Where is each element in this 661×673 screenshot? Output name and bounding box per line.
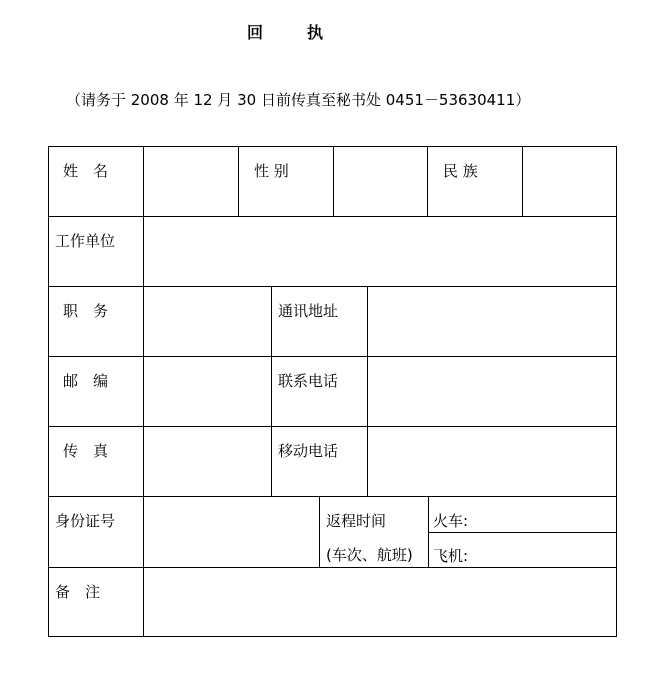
col-divider	[367, 286, 368, 496]
label-remarks: 备 注	[55, 583, 101, 601]
row-divider	[49, 496, 616, 497]
label-postcode: 邮 编	[63, 372, 109, 390]
col-divider	[319, 496, 320, 567]
label-position: 职 务	[63, 302, 109, 320]
label-mobile: 移动电话	[278, 442, 339, 460]
row-divider	[49, 356, 616, 357]
col-divider	[427, 147, 428, 216]
row-divider	[49, 567, 616, 568]
row-divider	[49, 216, 616, 217]
label-return-time: 返程时间	[326, 512, 387, 530]
col-divider	[333, 147, 334, 216]
transport-divider	[428, 532, 616, 533]
row-divider	[49, 426, 616, 427]
col-divider	[238, 147, 239, 216]
row-divider	[49, 286, 616, 287]
col-divider	[522, 147, 523, 216]
label-id-number: 身份证号	[55, 512, 116, 530]
label-column-divider	[143, 147, 144, 636]
col-divider	[428, 496, 429, 567]
label-gender: 性 别	[254, 162, 289, 180]
label-contact-phone: 联系电话	[278, 372, 339, 390]
title-char-2: 执	[307, 23, 324, 42]
col-divider	[271, 286, 272, 496]
label-fax: 传 真	[63, 442, 109, 460]
label-name: 姓 名	[63, 162, 109, 180]
label-return-time-note: (车次、航班)	[326, 546, 413, 564]
reply-form-table	[48, 146, 617, 637]
label-train: 火车:	[433, 512, 469, 530]
label-flight: 飞机:	[433, 547, 469, 565]
document-title	[0, 20, 570, 43]
label-ethnicity: 民 族	[443, 162, 478, 180]
label-work-unit: 工作单位	[55, 232, 116, 250]
title-char-1: 回	[246, 23, 263, 42]
submission-note: （请务于 2008 年 12 月 30 日前传真至秘书处 0451－53630411）	[66, 91, 531, 109]
label-address: 通讯地址	[278, 302, 339, 320]
